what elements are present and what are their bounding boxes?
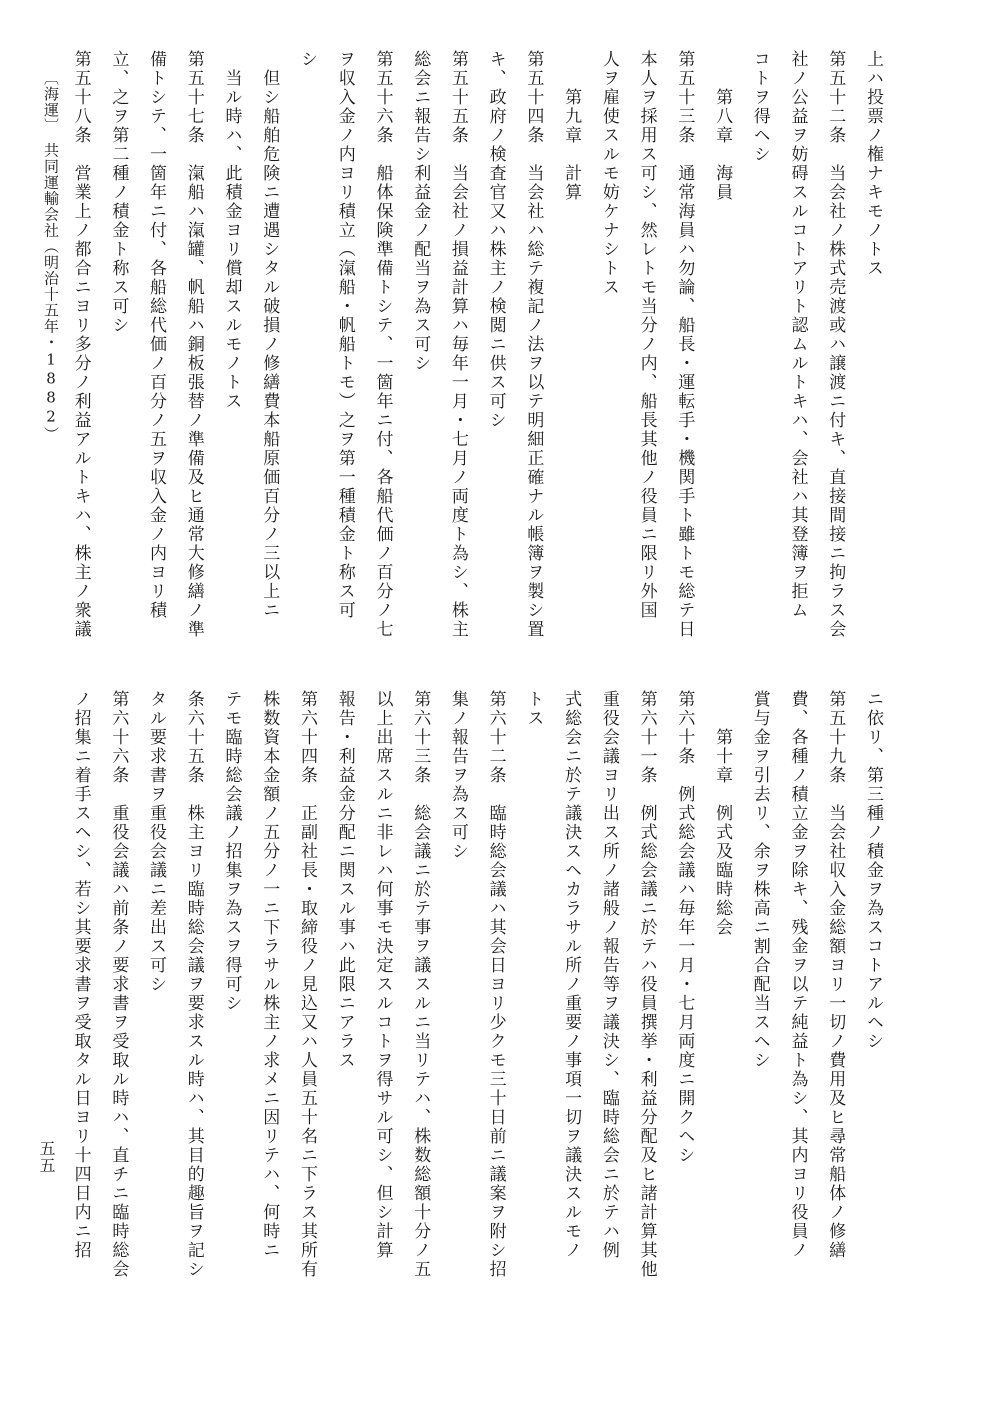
text-column: ノ招集ニ着手スヘシ、若シ其要求書ヲ受取タル日ヨリ十四日内ニ招	[70, 690, 91, 1260]
article-54: 第五十四条 当会社ハ総テ複記ノ法ヲ以テ明細正確ナル帳簿ヲ製シ置	[523, 50, 544, 639]
upper-text-block	[60, 50, 890, 660]
article-55: 第五十五条 当会社ノ損益計算ハ毎年一月・七月ノ両度ト為シ、株主	[447, 50, 468, 639]
text-column: キ、政府ノ検査官又ハ株主ノ検閲ニ供ス可シ	[485, 50, 506, 430]
text-column: 本人ヲ採用ス可シ、然レトモ当分ノ内、船長其他ノ役員ニ限リ外国	[636, 50, 657, 620]
proviso-column: 当ル時ハ、此積金ヨリ償却スルモノトス	[221, 50, 242, 411]
text-column: 賞与金ヲ引去リ、余ヲ株高ニ割合配当スヘシ	[749, 690, 770, 1070]
article-58: 第五十八条 営業上ノ都合ニヨリ多分ノ利益アルトキハ、株主ノ衆議	[70, 50, 91, 639]
text-column: 以上出席スルニ非レハ何事モ決定スルコトヲ得サル可シ、但シ計算	[372, 690, 393, 1260]
article-63: 第六十三条 総会議ニ於テ事ヲ議スルニ当リテハ、株数総額十分ノ五	[410, 690, 431, 1279]
text-column: ニ依リ、第三種ノ積金ヲ為スコトアルヘシ	[863, 690, 883, 1051]
article-64: 第六十四条 正副社長・取締役ノ見込又ハ人員五十名ニ下ラス其所有	[296, 690, 317, 1279]
text-column: 上ハ投票ノ権ナキモノトス	[863, 50, 883, 278]
text-column: トス	[523, 690, 544, 728]
article-60: 第六十条 例式総会議ハ毎年一月・七月両度ニ開クヘシ	[674, 690, 695, 1165]
article-59: 第五十九条 当会社収入金総額ヨリ一切ノ費用及ヒ尋常船体ノ修繕	[825, 690, 846, 1260]
text-column: シ	[296, 50, 317, 69]
text-column: 株数資本金額ノ五分ノ一ニ下ラサル株主ノ求メニ因リテハ、何時ニ	[259, 690, 280, 1260]
text-column: 式総会ニ於テ議決スヘカラサル所ノ重要ノ事項一切ヲ議決スルモノ	[561, 690, 582, 1260]
article-56: 第五十六条 船体保険準備トシテ、一箇年ニ付、各船代価ノ百分ノ七	[372, 50, 393, 639]
article-62: 第六十二条 臨時総会議ハ其会日ヨリ少クモ三十日前ニ議案ヲ附シ招	[485, 690, 506, 1279]
text-column: 費、各種ノ積立金ヲ除キ、残金ヲ以テ純益ト為シ、其内ヨリ役員ノ	[787, 690, 808, 1260]
text-column: ヲ収入金ノ内ヨリ積立（滊船・帆船トモ）之ヲ第一種積金ト称ス可	[334, 50, 355, 620]
chapter-8-heading: 第八章 海員	[712, 50, 733, 202]
article-65: 条六十五条 株主ヨリ臨時総会議ヲ要求スル時ハ、其目的趣旨ヲ記シ	[183, 690, 204, 1279]
text-column: タル要求書ヲ重役会議ニ差出ス可シ	[146, 690, 167, 994]
proviso-column: 但シ船舶危険ニ遭遇シタル破損ノ修繕費本船原価百分ノ三以上ニ	[259, 50, 280, 620]
text-column: コトヲ得ヘシ	[749, 50, 770, 164]
text-column: 備トシテ、一箇年ニ付、各船総代価ノ百分ノ五ヲ収入金ノ内ヨリ積	[146, 50, 167, 620]
article-53: 第五十三条 通常海員ハ勿論、船長・運転手・機関手ト雖トモ総テ日	[674, 50, 695, 639]
text-column: 報告・利益金分配ニ関スル事ハ此限ニアラス	[334, 690, 355, 1070]
chapter-10-heading: 第十章 例式及臨時総会	[712, 690, 733, 937]
text-column: 重役会議ヨリ出ス所ノ諸般ノ報告等ヲ議決シ、臨時総会ニ於テハ例	[598, 690, 619, 1260]
text-column: 人ヲ雇使スルモ妨ケナシトス	[598, 50, 619, 297]
text-column: 総会ニ報告シ利益金ノ配当ヲ為ス可シ	[410, 50, 431, 373]
text-column: 社ノ公益ヲ妨碍スルコトアリト認ムルトキハ、会社ハ其登簿ヲ拒ム	[787, 50, 808, 620]
text-column: テモ臨時総会議ノ招集ヲ為スヲ得可シ	[221, 690, 242, 1013]
article-52: 第五十二条 当会社ノ株式売渡或ハ譲渡ニ付キ、直接間接ニ拘ラス会	[825, 50, 846, 639]
text-column: 立、之ヲ第二種ノ積金ト称ス可シ	[108, 50, 129, 335]
article-61: 第六十一条 例式総会議ニ於テハ役員撰挙・利益分配及ヒ諸計算其他	[636, 690, 657, 1279]
article-66: 第六十六条 重役会議ハ前条ノ要求書ヲ受取ル時ハ、直チニ臨時総会	[108, 690, 129, 1279]
running-head: 〔海運〕 共同運輸会社（明治十五年・1882）	[42, 70, 60, 443]
chapter-9-heading: 第九章 計算	[561, 50, 582, 202]
text-column: 集ノ報告ヲ為ス可シ	[447, 690, 468, 861]
article-57: 第五十七条 滊船ハ滊罐、帆船ハ銅板張替ノ準備及ヒ通常大修繕ノ準	[183, 50, 204, 639]
page-number: 五五	[37, 1140, 56, 1174]
lower-text-block	[60, 690, 890, 1330]
